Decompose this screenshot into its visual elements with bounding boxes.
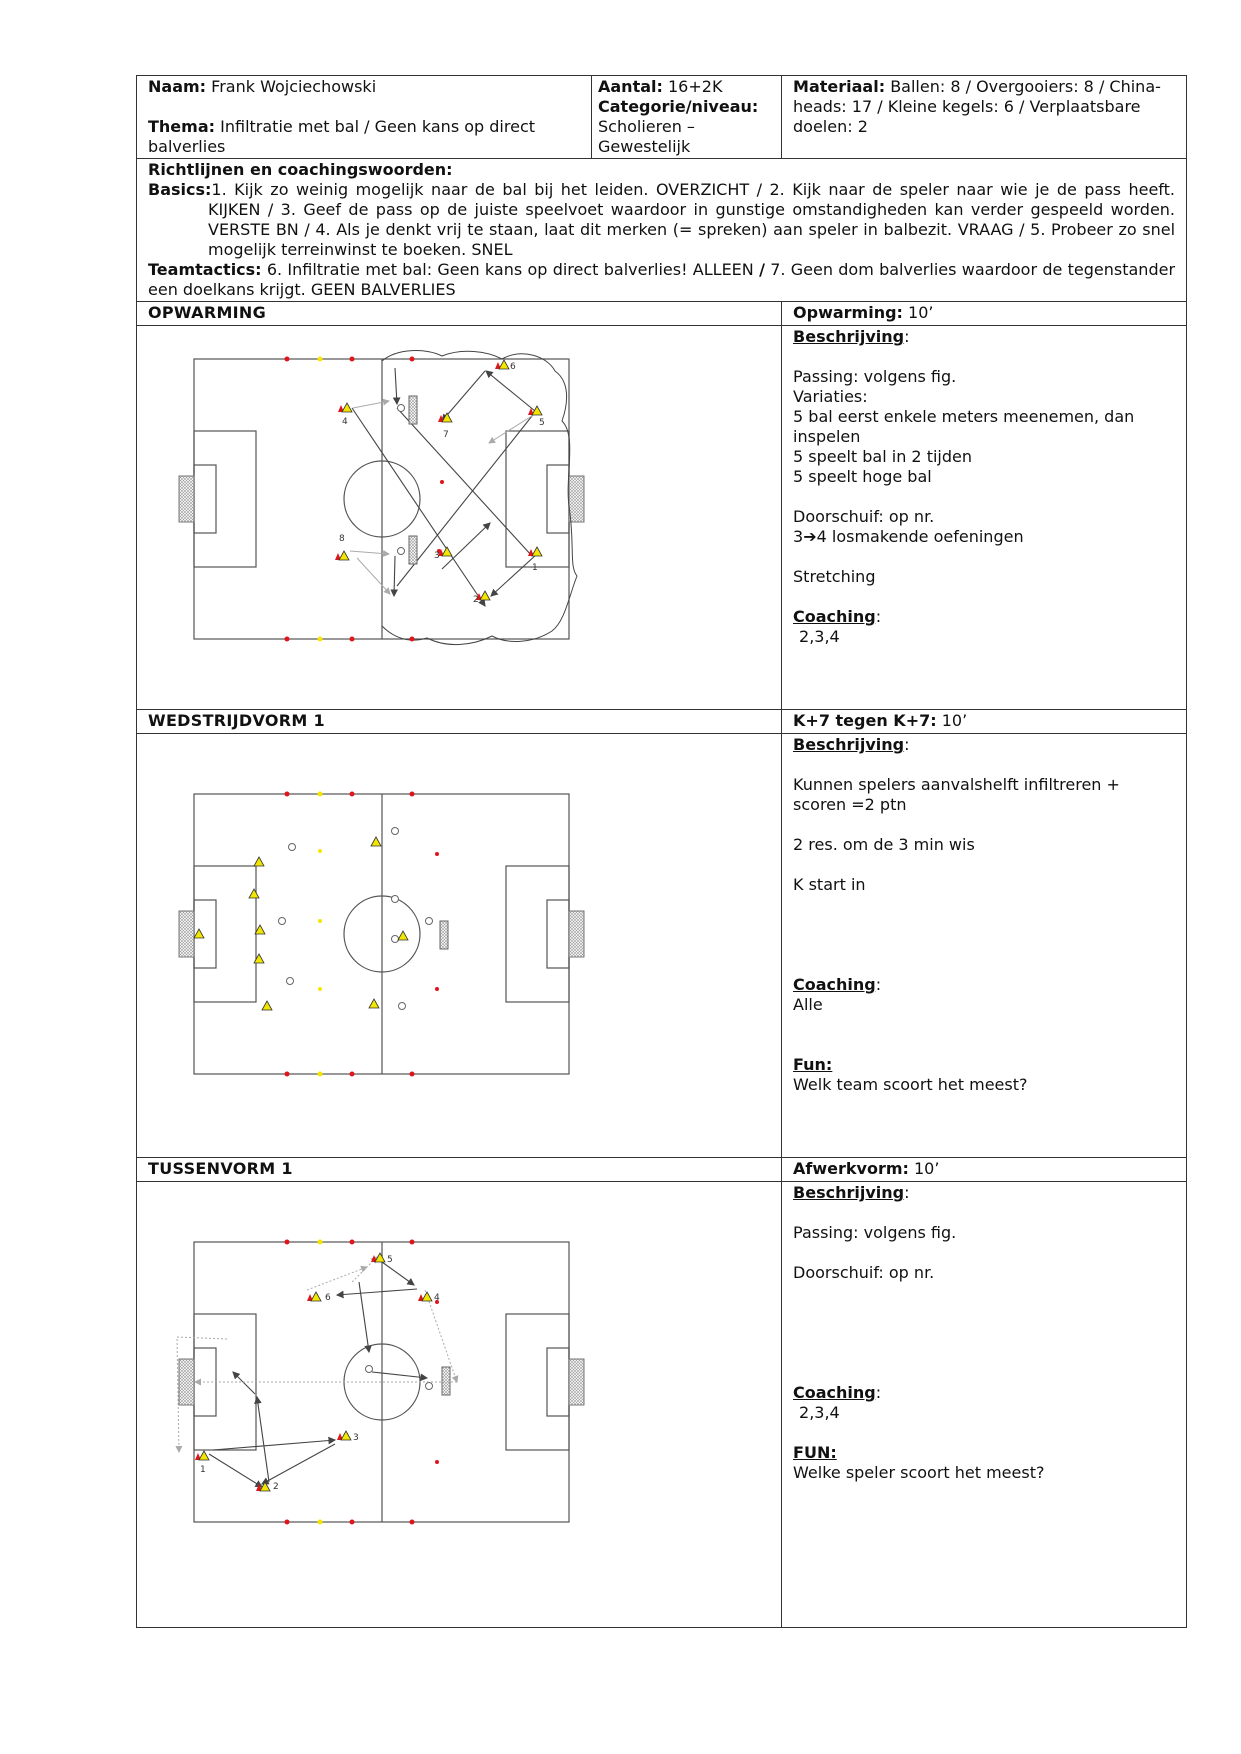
fun-label: FUN: <box>793 1443 837 1462</box>
section-1-header <box>137 302 1187 326</box>
desc-line: K start in <box>793 875 866 894</box>
thema-label: Thema: <box>148 117 216 136</box>
tussenvorm-field-diagram <box>137 1182 622 1622</box>
wedstrijdvorm-field-diagram <box>137 734 622 1152</box>
ball <box>366 1366 373 1373</box>
beschrijving-label: Beschrijving <box>793 327 905 346</box>
desc-line: 2 res. om de 3 min wis <box>793 835 975 854</box>
basics-block <box>148 180 1175 260</box>
player-marker <box>371 837 381 846</box>
beschrijving-label: Beschrijving <box>793 1183 905 1202</box>
player-number: 4 <box>342 417 348 427</box>
opwarming-field-diagram <box>137 326 622 704</box>
player-marker <box>438 413 452 440</box>
player-marker <box>195 1451 209 1475</box>
teamtactics-block <box>148 260 1175 300</box>
aantal-label: Aantal: <box>598 77 663 96</box>
teamtactics-text-b: 7. Geen dom balverlies waardoor de tegenstander een doelkans krijgt. GEEN BALVERLIES <box>148 260 1176 299</box>
wedstrijdvorm-players <box>194 837 408 1010</box>
fun-value: Welke speler scoort het meest? <box>793 1463 1045 1482</box>
section-2-meta-label: K+7 tegen K+7: <box>793 711 937 730</box>
player-marker <box>495 360 516 372</box>
player-marker <box>249 889 259 898</box>
section-2-description: Beschrijving: Kunnen spelers aanvalshelft infiltreren + scoren =2 ptn 2 res. om de 3 min wis K start in Coaching: Alle Fun: Welk team scoort het meest? <box>782 734 1187 1158</box>
ball <box>398 548 405 555</box>
section-2-meta-value: 10’ <box>941 711 968 730</box>
coaching-value: 2,3,4 <box>799 627 840 646</box>
left-goal-net <box>179 1359 194 1405</box>
section-3-title: TUSSENVORM 1 <box>137 1158 782 1182</box>
desc-line: Doorschuif: op nr. <box>793 507 935 526</box>
player-marker <box>337 1431 359 1443</box>
right-penalty-area <box>506 431 569 567</box>
section-1-meta <box>782 302 1187 326</box>
teamtactics-text-a: 6. Infiltratie met bal: Geen kans op direct balverlies! ALLEEN <box>266 260 754 279</box>
desc-line: Passing: volgens fig. <box>793 367 957 386</box>
section-2-diagram-cell <box>137 734 782 1158</box>
fun-value: Welk team scoort het meest? <box>793 1075 1028 1094</box>
guidelines-title: Richtlijnen en coachingswoorden: <box>148 160 453 179</box>
coaching-value: 2,3,4 <box>799 1403 840 1422</box>
thema-value: Infiltratie met bal / Geen kans op direct balverlies <box>148 117 536 156</box>
teamtactics-label: Teamtactics: <box>148 260 262 279</box>
naam-value: Frank Wojciechowski <box>211 77 377 96</box>
desc-line: Doorschuif: op nr. <box>793 1263 935 1282</box>
desc-line: Variaties: <box>793 387 868 406</box>
section-2-header <box>137 710 1187 734</box>
left-goal-area <box>194 465 216 533</box>
player-marker <box>418 1292 440 1303</box>
player-number: 2 <box>273 1482 279 1492</box>
materiaal-value: Ballen: 8 / Overgooiers: 8 / China-heads: 17 / Kleine kegels: 6 / Verplaatsbare doelen: 2 <box>793 77 1161 136</box>
basics-text: 1. Kijk zo weinig mogelijk naar de bal bij het leiden. OVERZICHT / 2. Kijk naar de speler naar wie je de pass heeft. KIJKEN / 3. Geef de pass op de juiste speelvoet waardoor in gunstige omstandigheden kan verder gespeeld worden. VERSTE BN / 4. Als je denkt vrij te staan, laat dit merken (= spreken) aan speler in balbezit. VRAAG / 5. Probeer zo snel mogelijk terreinwinst te boeken. SNEL <box>208 180 1176 259</box>
sideline-cones <box>285 357 415 642</box>
beschrijving-label: Beschrijving <box>793 735 905 754</box>
sideline-cones <box>285 792 440 1077</box>
section-1-description: Beschrijving: Passing: volgens fig. Variaties: 5 bal eerst enkele meters meenemen, dan inspelen 5 speelt bal in 2 tijden 5 speelt hoge bal Doorschuif: op nr. 3➔4 losmakende oefeningen Stretching Coaching: 2,3,4 <box>782 326 1187 710</box>
coaching-value: Alle <box>793 995 823 1014</box>
header-row <box>137 76 1187 159</box>
player-marker <box>473 591 490 605</box>
coaching-label: Coaching <box>793 607 876 626</box>
teamtactics-sep: / <box>759 260 765 279</box>
player-marker <box>256 1482 279 1492</box>
player-marker <box>369 999 379 1008</box>
desc-line: 5 bal eerst enkele meters meenemen, dan inspelen <box>793 407 1135 446</box>
section-3-body <box>137 1182 1187 1628</box>
rotation-from: 3 <box>793 527 804 546</box>
ball <box>426 1383 433 1390</box>
player-number: 7 <box>443 430 449 440</box>
training-sheet <box>136 75 1187 1628</box>
desc-line: Kunnen spelers aanvalshelft infiltreren + scoren =2 ptn <box>793 775 1120 814</box>
player-number: 6 <box>325 1293 331 1303</box>
categorie-label: Categorie/niveau: <box>598 97 759 116</box>
coaching-label: Coaching <box>793 1383 876 1402</box>
section-2-body <box>137 734 1187 1158</box>
section-1-body <box>137 326 1187 710</box>
desc-line: Passing: volgens fig. <box>793 1223 957 1242</box>
desc-line: Stretching <box>793 567 876 586</box>
materiaal-label: Materiaal: <box>793 77 886 96</box>
player-number: 1 <box>532 563 538 573</box>
fun-label: Fun: <box>793 1055 833 1074</box>
right-goal-net <box>569 1359 584 1405</box>
balls <box>279 828 433 1010</box>
section-1-diagram-cell <box>137 326 782 710</box>
desc-line-rotation <box>793 527 1175 547</box>
aantal-value: 16+2K <box>668 77 723 96</box>
page <box>136 75 1186 1628</box>
section-1-meta-value: 10’ <box>908 303 934 322</box>
desc-line: 5 speelt bal in 2 tijden <box>793 447 972 466</box>
right-goal-net <box>569 476 584 522</box>
right-goal-net <box>569 911 584 957</box>
ball <box>398 405 405 412</box>
categorie-value: Scholieren – Gewestelijk <box>598 117 695 156</box>
section-1-title: OPWARMING <box>137 302 782 326</box>
section-1-meta-label: Opwarming: <box>793 303 903 322</box>
player-number: 3 <box>434 551 440 561</box>
player-marker <box>434 547 452 561</box>
section-2-title: WEDSTRIJDVORM 1 <box>137 710 782 734</box>
arrow-right-icon: ➔ <box>803 527 817 546</box>
player-marker <box>338 403 352 427</box>
player-number: 5 <box>539 418 545 428</box>
section-3-header <box>137 1158 1187 1182</box>
guidelines-cell <box>137 159 1187 302</box>
player-number: 8 <box>339 534 345 544</box>
mini-goal-bottom <box>409 536 417 564</box>
player-marker <box>254 857 264 866</box>
cloud-area <box>382 351 577 645</box>
player-marker <box>398 931 408 940</box>
basics-label: Basics: <box>148 180 212 199</box>
section-3-diagram-cell <box>137 1182 782 1628</box>
desc-line: 5 speelt hoge bal <box>793 467 932 486</box>
player-marker <box>307 1292 331 1303</box>
aantal-cell <box>592 76 782 159</box>
player-marker <box>194 929 204 938</box>
left-goal-net <box>179 476 194 522</box>
section-3-meta-value: 10’ <box>914 1159 940 1178</box>
right-goal-area <box>547 465 569 533</box>
player-marker <box>335 534 349 560</box>
rotation-text: 4 losmakende oefeningen <box>816 527 1024 546</box>
coaching-label: Coaching <box>793 975 876 994</box>
player-number: 6 <box>510 362 516 372</box>
mini-goal-top <box>409 396 417 424</box>
player-number: 2 <box>473 595 479 605</box>
center-cone <box>440 480 444 484</box>
left-goal-net <box>179 911 194 957</box>
player-number: 4 <box>434 1293 440 1303</box>
player-number: 3 <box>353 1433 359 1443</box>
section-3-meta-label: Afwerkvorm: <box>793 1159 909 1178</box>
materiaal-cell <box>782 76 1187 159</box>
tussenvorm-players <box>195 1253 440 1492</box>
guidelines-row <box>137 159 1187 302</box>
naam-thema-cell <box>137 76 592 159</box>
player-number: 5 <box>387 1255 393 1265</box>
section-3-description: Beschrijving: Passing: volgens fig. Doorschuif: op nr. Coaching: 2,3,4 FUN: Welke speler scoort het meest? <box>782 1182 1187 1628</box>
section-3-meta <box>782 1158 1187 1182</box>
player-marker <box>262 1001 272 1010</box>
left-penalty-area <box>194 431 256 567</box>
naam-label: Naam: <box>148 77 207 96</box>
mini-goal <box>440 921 448 949</box>
section-2-meta <box>782 710 1187 734</box>
player-number: 1 <box>200 1465 206 1475</box>
mini-goal <box>442 1367 450 1395</box>
